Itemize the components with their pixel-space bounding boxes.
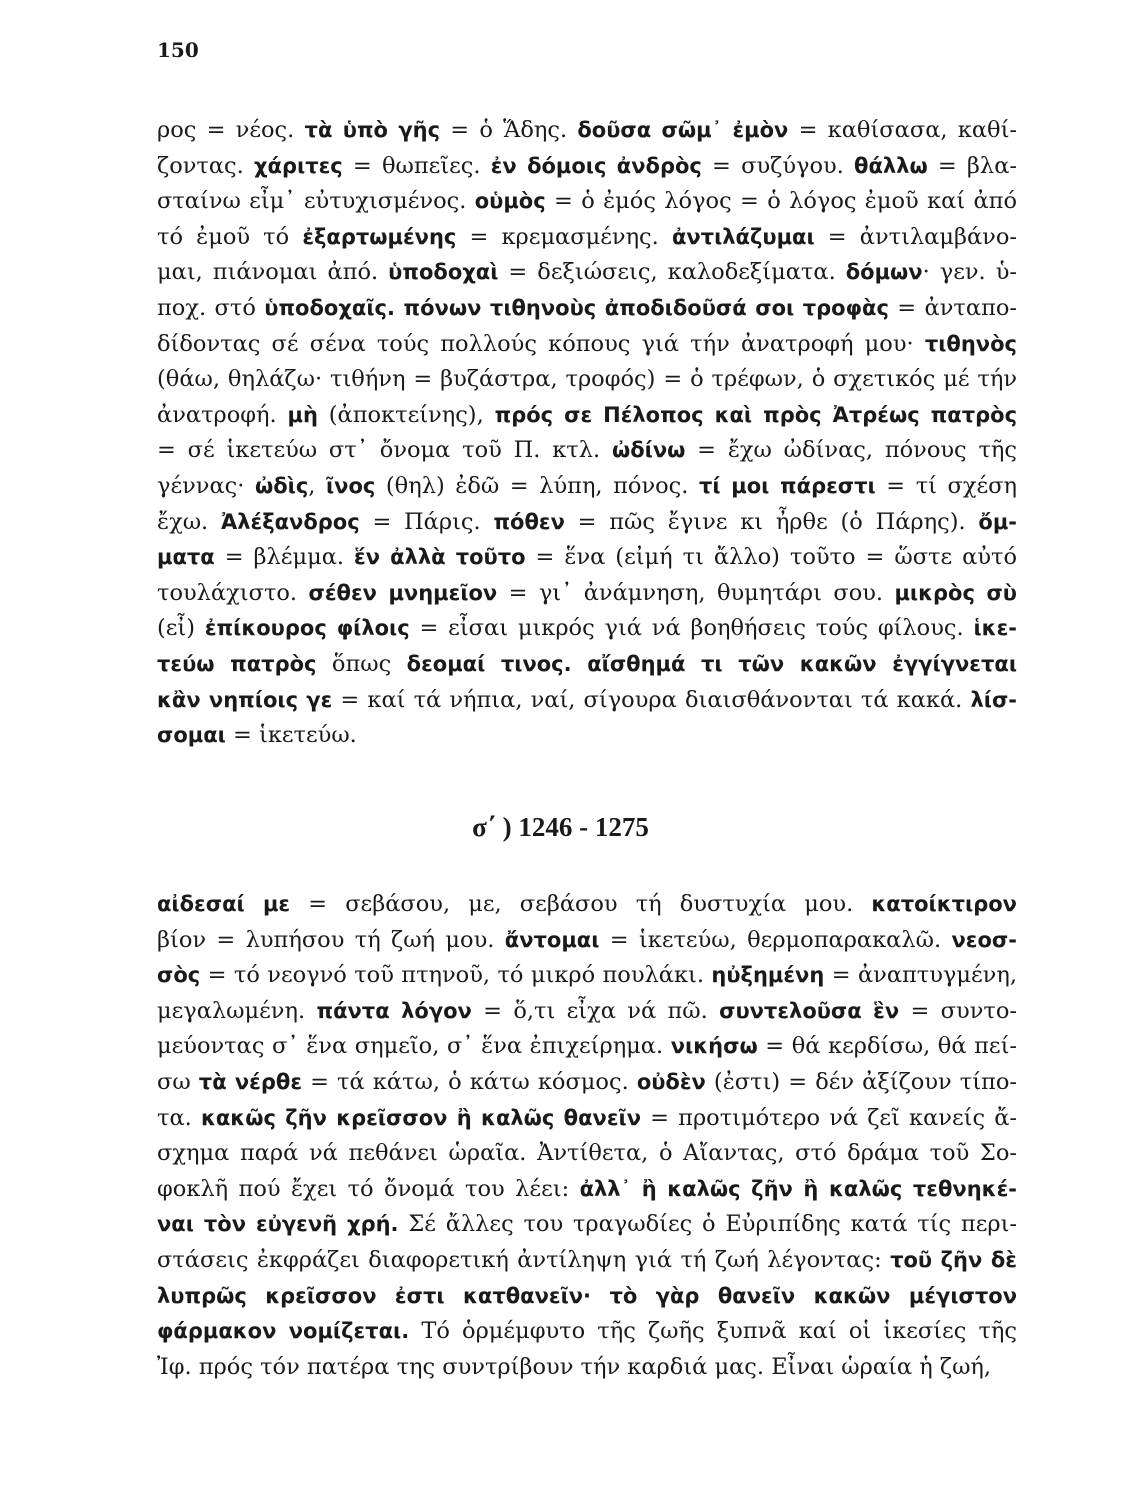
gloss-text: = ἀντιλαμβάνο- bbox=[814, 223, 1017, 250]
gloss-text: = προτιμότερο νά ζεῖ κανείς ἄ- bbox=[641, 1104, 1017, 1131]
headword: δεομαί τινος. αἴσθημά τι τῶν κακῶν ἐγγίγνεται bbox=[406, 651, 1017, 676]
gloss-text: = τό νεογνό τοῦ πτηνοῦ, τό μικρό πουλάκι. bbox=[200, 962, 712, 989]
text-line bbox=[157, 113, 1017, 149]
headword: ηὐξημένη bbox=[711, 963, 825, 988]
text-line bbox=[157, 1136, 1017, 1172]
headword: ῖνος bbox=[325, 473, 376, 498]
gloss-text: = θωπεῖες. bbox=[342, 152, 491, 179]
gloss-text: = εἶσαι μικρός γιά νά βοηθήσεις τούς φίλους. bbox=[409, 615, 974, 642]
headword: ἄντομαι bbox=[504, 927, 600, 952]
headword: νικήσω bbox=[670, 1034, 758, 1059]
headword: τιθηνὸς bbox=[924, 331, 1017, 356]
gloss-text: = θά κερδίσω, θά πεί- bbox=[757, 1033, 1017, 1060]
headword: δόμων bbox=[845, 260, 923, 285]
gloss-text: = πῶς ἔγινε κι ἦρθε (ὁ Πάρης). bbox=[564, 508, 979, 535]
gloss-text: Τό ὁρμέμφυτο τῆς ζωῆς ξυπνᾶ καί οἱ ἱκεσίες τῆς bbox=[409, 1318, 1017, 1345]
headword: ναι τὸν εὐγενῆ χρή. bbox=[157, 1212, 399, 1237]
headword: ὄμ- bbox=[978, 509, 1017, 534]
gloss-text: , bbox=[308, 472, 326, 499]
headword: πάντα λόγον bbox=[316, 998, 472, 1023]
headword: κατοίκτιρον bbox=[871, 892, 1017, 916]
section-heading: σ΄ ) 1246 - 1275 bbox=[472, 812, 649, 842]
headword: πόθεν bbox=[493, 509, 565, 534]
gloss-text: Ἰφ. πρός τόν πατέρα της συντρίβουν τήν καρδιά μας. Εἶναι ὡραία ἡ ζωή, bbox=[157, 1353, 992, 1380]
headword: ἀντιλάζυμαι bbox=[671, 224, 815, 249]
headword: ὠδίνω bbox=[611, 438, 686, 463]
headword: χάριτες bbox=[254, 153, 343, 178]
text-line bbox=[157, 647, 1017, 683]
text-line bbox=[157, 362, 1017, 398]
headword: ἐν δόμοις ἀνδρὸς bbox=[490, 153, 702, 178]
text-line bbox=[157, 433, 1017, 469]
gloss-text: ρος = νέος. bbox=[157, 117, 305, 143]
gloss-text: σω bbox=[157, 1068, 199, 1095]
gloss-text: ποχ. στό bbox=[157, 294, 265, 321]
gloss-text: ὅπως bbox=[316, 650, 407, 677]
gloss-text: = γι᾽ ἀνάμνηση, θυμητάρι σου. bbox=[497, 579, 895, 606]
gloss-text: = βλέμμα. bbox=[214, 544, 355, 571]
gloss-text: = ὅ,τι εἶχα νά πῶ. bbox=[471, 997, 720, 1024]
text-line bbox=[157, 1029, 1017, 1065]
gloss-text: = σεβάσου, με, σεβάσου τή δυστυχία μου. bbox=[290, 891, 872, 917]
headword: ἐπίκουρος φίλοις bbox=[204, 616, 410, 641]
headword: ὠδὶς bbox=[254, 473, 309, 498]
gloss-text: = ἔχω ὠδίνας, πόνους τῆς bbox=[685, 437, 1017, 464]
text-line bbox=[157, 327, 1017, 363]
commentary-block-upper bbox=[157, 113, 1017, 754]
gloss-text: = ὁ Ἅδης. bbox=[440, 117, 578, 143]
text-line bbox=[157, 540, 1017, 576]
headword: συντελοῦσα ἓν bbox=[719, 998, 900, 1023]
text-line bbox=[157, 683, 1017, 719]
gloss-text: μεγαλωμένη. bbox=[157, 997, 317, 1024]
text-line bbox=[157, 923, 1017, 959]
gloss-text: ἀνατροφή. bbox=[157, 401, 288, 428]
gloss-text: τουλάχιστο. bbox=[157, 579, 309, 606]
text-line bbox=[157, 220, 1017, 256]
text-line bbox=[157, 1207, 1017, 1243]
gloss-text: ἔχω. bbox=[157, 508, 221, 535]
gloss-text: = καθίσασα, καθί- bbox=[788, 117, 1017, 143]
headword: ἕν ἀλλὰ τοῦτο bbox=[354, 545, 526, 570]
gloss-text: σταίνω εἶμ᾽ εὐτυχισμένος. bbox=[157, 188, 475, 215]
headword: νεοσ- bbox=[951, 927, 1017, 952]
text-line bbox=[157, 291, 1017, 327]
headword: τί μοι πάρεστι bbox=[698, 473, 876, 498]
gloss-text: μεύοντας σ᾽ ἕνα σημεῖο, σ᾽ ἕνα ἐπιχείρημα. bbox=[157, 1033, 671, 1060]
headword: σὸς bbox=[157, 963, 201, 988]
commentary-block-lower bbox=[157, 887, 1017, 1385]
headword: κἂν νηπίοις γε bbox=[157, 687, 333, 712]
headword: θάλλω bbox=[854, 153, 928, 178]
gloss-text: = συντο- bbox=[899, 997, 1017, 1024]
gloss-text: = ἱκετεύω. bbox=[225, 722, 357, 749]
gloss-text: = καί τά νήπια, ναί, σίγουρα διαισθάνονται τά κακά. bbox=[332, 686, 971, 713]
headword: λίσ- bbox=[970, 687, 1017, 712]
gloss-text: δίδοντας σέ σένα τούς πολλούς κόπους γιά τήν ἀνατροφή μου· bbox=[157, 330, 925, 357]
gloss-text: = ἀνταπο- bbox=[888, 294, 1017, 321]
headword: Ἀλέξανδρος bbox=[220, 509, 360, 534]
gloss-text: στάσεις ἐκφράζει διαφορετική ἀντίληψη γιά τή ζωή λέγοντας: bbox=[157, 1246, 891, 1273]
headword: αἰδεσαί με bbox=[157, 892, 291, 916]
headword: τὰ νέρθε bbox=[198, 1069, 303, 1094]
headword: ἐξαρτωμένης bbox=[302, 224, 457, 249]
page-number: 150 bbox=[157, 38, 199, 62]
headword: τεύω πατρὸς bbox=[157, 651, 317, 676]
text-line bbox=[157, 469, 1017, 505]
text-line bbox=[157, 1101, 1017, 1137]
gloss-text: (εἶ) bbox=[157, 615, 205, 642]
text-line bbox=[157, 1279, 1017, 1315]
headword: ἱκε- bbox=[973, 616, 1017, 641]
headword: οὐδὲν bbox=[636, 1069, 706, 1094]
gloss-text: = τί σχέση bbox=[875, 472, 1017, 499]
headword: μὴ bbox=[287, 402, 318, 427]
gloss-text: = ὁ ἐμός λόγος = ὁ λόγος ἐμοῦ καί ἀπό bbox=[545, 188, 1017, 215]
gloss-text: = ἀναπτυγμένη, bbox=[824, 962, 1017, 989]
gloss-text: = βλα- bbox=[927, 152, 1017, 179]
gloss-text: = σέ ἱκετεύω στ᾽ ὄνομα τοῦ Π. κτλ. bbox=[157, 437, 612, 464]
gloss-text: = ἕνα (εἰμή τι ἄλλο) τοῦτο = ὥστε αὐτό bbox=[525, 544, 1017, 571]
headword: τὰ ὑπὸ γῆς bbox=[304, 118, 441, 142]
headword: δοῦσα σῶμ᾽ ἐμὸν bbox=[577, 118, 789, 142]
text-line bbox=[157, 398, 1017, 434]
headword: πρός σε Πέλοπος καὶ πρὸς Ἀτρέως πατρὸς bbox=[494, 402, 1017, 427]
headword: σομαι bbox=[157, 723, 226, 748]
gloss-text: = Πάρις. bbox=[359, 508, 494, 535]
text-line bbox=[157, 505, 1017, 541]
gloss-text: τα. bbox=[157, 1104, 201, 1131]
gloss-text: βίον = λυπήσου τή ζωή μου. bbox=[157, 926, 505, 953]
headword: οὑμὸς bbox=[474, 189, 546, 214]
headword: κακῶς ζῆν κρεῖσσον ἢ καλῶς θανεῖν bbox=[200, 1105, 642, 1130]
gloss-text: = δεξιώσεις, καλοδεξίματα. bbox=[498, 259, 846, 286]
text-line bbox=[157, 184, 1017, 220]
gloss-text: σχημα παρά νά πεθάνει ὡραῖα. Ἀντίθετα, ὁ Αἴαντας, στό δράμα τοῦ Σο- bbox=[157, 1140, 1017, 1167]
gloss-text: τό ἐμοῦ τό bbox=[157, 223, 303, 250]
headword: ματα bbox=[157, 545, 215, 570]
text-line bbox=[157, 1314, 1017, 1350]
gloss-text: γέννας· bbox=[157, 472, 255, 499]
headword: μικρὸς σὺ bbox=[894, 580, 1017, 605]
headword: τοῦ ζῆν δὲ bbox=[890, 1247, 1017, 1272]
text-line bbox=[157, 994, 1017, 1030]
gloss-text: (ἐστι) = δέν ἀξίζουν τίπο- bbox=[705, 1068, 1017, 1095]
text-line bbox=[157, 611, 1017, 647]
text-line bbox=[157, 887, 1017, 923]
headword: λυπρῶς κρεῖσσον ἐστι κατθανεῖν· τὸ γὰρ θανεῖν κακῶν μέγιστον bbox=[157, 1283, 1017, 1308]
text-line bbox=[157, 149, 1017, 185]
gloss-text: · γεν. ὑ- bbox=[922, 259, 1017, 286]
gloss-text: = τά κάτω, ὁ κάτω κόσμος. bbox=[302, 1068, 637, 1095]
headword: ὑποδοχαῖς. πόνων τιθηνοὺς ἀποδιδοῦσά σοι τροφὰς bbox=[264, 295, 889, 320]
gloss-text: = ἱκετεύω, θερμοπαρακαλῶ. bbox=[599, 926, 952, 953]
gloss-text: Σέ ἄλλες του τραγωδίες ὁ Εὐριπίδης κατά τίς περι- bbox=[398, 1211, 1017, 1238]
gloss-text: μαι, πιάνομαι ἀπό. bbox=[157, 259, 389, 286]
gloss-text: ζοντας. bbox=[157, 152, 255, 179]
text-line bbox=[157, 576, 1017, 612]
gloss-text: (ἀποκτείνης), bbox=[317, 401, 495, 428]
text-line bbox=[157, 958, 1017, 994]
headword: σέθεν μνημεῖον bbox=[308, 580, 498, 605]
gloss-text: (θάω, θηλάζω· τιθήνη = βυζάστρα, τροφός) = ὁ τρέφων, ὁ σχετικός μέ τήν bbox=[157, 366, 1017, 393]
gloss-text: = κρεμασμένης. bbox=[456, 223, 672, 250]
text-line bbox=[157, 718, 1017, 754]
text-line bbox=[157, 1065, 1017, 1101]
headword: ἀλλ᾽ ἢ καλῶς ζῆν ἢ καλῶς τεθνηκέ- bbox=[579, 1176, 1017, 1201]
gloss-text: = συζύγου. bbox=[701, 152, 855, 179]
text-line bbox=[157, 1172, 1017, 1208]
headword: φάρμακον νομίζεται. bbox=[157, 1319, 410, 1344]
gloss-text: φοκλῆ πού ἔχει τό ὄνομά του λέει: bbox=[157, 1175, 580, 1202]
headword: ὑποδοχαὶ bbox=[388, 260, 499, 285]
text-line bbox=[157, 1350, 1017, 1386]
gloss-text: (θηλ) ἐδῶ = λύπη, πόνος. bbox=[375, 472, 699, 499]
text-line bbox=[157, 1243, 1017, 1279]
text-line bbox=[157, 255, 1017, 291]
